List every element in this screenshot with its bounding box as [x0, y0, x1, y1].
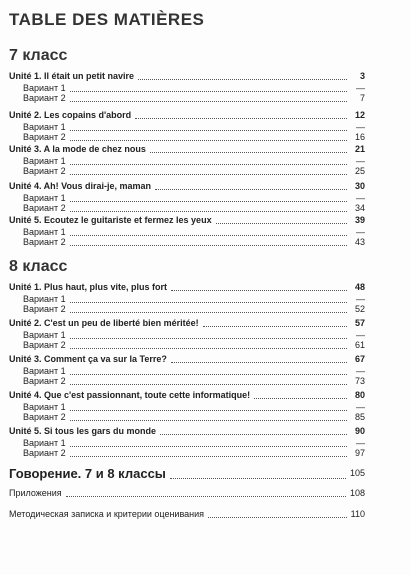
section-heading-7: 7 класс: [9, 47, 68, 64]
toc-entry: [9, 375, 365, 387]
leader-dots: [216, 223, 347, 224]
entry-label: Вариант 2: [23, 93, 66, 103]
toc-entry: [9, 180, 365, 192]
entry-label: Unité 4. Que c'est passionnant, toute cette informatique!: [9, 390, 251, 400]
leader-dots: [70, 245, 347, 246]
toc-entry: [9, 339, 365, 351]
entry-page: 105: [349, 468, 365, 478]
toc-entry: [9, 214, 365, 226]
entry-page: 110: [350, 509, 365, 519]
leader-dots: [66, 496, 346, 497]
toc-entry: [9, 317, 365, 329]
toc-entry: [9, 389, 365, 401]
toc-entry: [9, 425, 365, 437]
toc-entry-prilozhenia: [9, 487, 365, 499]
entry-label: Вариант 1: [23, 156, 66, 166]
toc-entry: [9, 131, 365, 143]
entry-page: 21: [354, 144, 365, 154]
entry-label: Вариант 1: [23, 366, 66, 376]
entry-label: Вариант 2: [23, 237, 66, 247]
entry-label: Вариант 2: [23, 448, 66, 458]
entry-label: Вариант 1: [23, 122, 66, 132]
entry-label: Вариант 2: [23, 203, 66, 213]
entry-label: Вариант 1: [23, 402, 66, 412]
entry-label: Вариант 1: [23, 438, 66, 448]
entry-label: Unité 1. Plus haut, plus vite, plus fort: [9, 282, 168, 292]
toc-entry-zapiska: [9, 508, 365, 520]
entry-label: Вариант 2: [23, 132, 66, 142]
entry-page: 97: [354, 448, 365, 458]
entry-page: 67: [354, 354, 365, 364]
leader-dots: [203, 326, 347, 327]
leader-dots: [138, 79, 347, 80]
entry-label: Unité 2. Les copains d'abord: [9, 110, 132, 120]
entry-label: Вариант 2: [23, 166, 66, 176]
leader-dots: [70, 348, 347, 349]
entry-page: —: [356, 227, 365, 237]
leader-dots: [70, 174, 347, 175]
leader-dots: [70, 420, 347, 421]
leader-dots: [208, 517, 347, 518]
entry-page: 108: [349, 488, 365, 498]
toc-entry: [9, 281, 365, 293]
entry-page: —: [356, 330, 365, 340]
toc-entry: [9, 411, 365, 423]
entry-page: 34: [354, 203, 365, 213]
leader-dots: [70, 140, 347, 141]
entry-label: Unité 2. C'est un peu de liberté bien méritée!: [9, 318, 199, 328]
entry-label: Unité 1. Il était un petit navire: [9, 71, 135, 81]
entry-page: 90: [354, 426, 365, 436]
entry-page: —: [356, 156, 365, 166]
entry-label: Вариант 1: [23, 294, 66, 304]
leader-dots: [171, 362, 347, 363]
leader-dots: [70, 312, 347, 313]
entry-page: —: [356, 83, 365, 93]
entry-label: Вариант 1: [23, 227, 66, 237]
page-title: TABLE DES MATIÈRES: [9, 10, 205, 29]
leader-dots: [70, 384, 347, 385]
entry-page: 39: [354, 215, 365, 225]
entry-page: —: [356, 294, 365, 304]
toc-entry: [9, 236, 365, 248]
entry-page: 85: [354, 412, 365, 422]
toc-entry: [9, 303, 365, 315]
entry-page: 61: [354, 340, 365, 350]
entry-page: —: [356, 366, 365, 376]
entry-page: 12: [354, 110, 365, 120]
entry-label: Методическая записка и критерии оценивания: [9, 509, 204, 519]
entry-label: Вариант 2: [23, 412, 66, 422]
entry-page: —: [356, 438, 365, 448]
toc-entry: [9, 353, 365, 365]
leader-dots: [160, 434, 347, 435]
entry-page: 48: [354, 282, 365, 292]
leader-dots: [170, 478, 346, 479]
entry-page: —: [356, 193, 365, 203]
entry-page: 30: [354, 181, 365, 191]
leader-dots: [155, 189, 347, 190]
entry-label: Unité 3. A la mode de chez nous: [9, 144, 146, 154]
entry-page: 43: [354, 237, 365, 247]
entry-label: Вариант 2: [23, 340, 66, 350]
entry-page: —: [356, 402, 365, 412]
entry-label: Вариант 1: [23, 193, 66, 203]
leader-dots: [70, 101, 347, 102]
entry-label: Приложения: [9, 488, 62, 498]
entry-label: Вариант 2: [23, 304, 66, 314]
entry-page: 7: [359, 93, 365, 103]
leader-dots: [171, 290, 347, 291]
entry-page: —: [356, 122, 365, 132]
entry-page: 25: [354, 166, 365, 176]
entry-label: Вариант 1: [23, 330, 66, 340]
entry-page: 80: [354, 390, 365, 400]
leader-dots: [70, 211, 347, 212]
entry-label: Unité 5. Si tous les gars du monde: [9, 426, 157, 436]
entry-page: 52: [354, 304, 365, 314]
entry-label: Вариант 1: [23, 83, 66, 93]
toc-entry: [9, 92, 365, 104]
toc-entry: [9, 165, 365, 177]
leader-dots: [150, 152, 347, 153]
entry-label: Unité 5. Ecoutez le guitariste et fermez les yeux: [9, 215, 212, 225]
entry-label: Unité 3. Comment ça va sur la Terre?: [9, 354, 167, 364]
section-heading-8: 8 класс: [9, 258, 68, 275]
toc-entry: [9, 109, 365, 121]
entry-page: 3: [359, 71, 365, 81]
leader-dots: [254, 398, 347, 399]
leader-dots: [135, 118, 347, 119]
toc-entry: [9, 143, 365, 155]
toc-entry: [9, 447, 365, 459]
entry-page: 73: [354, 376, 365, 386]
toc-entry: [9, 202, 365, 214]
entry-label: Говорение. 7 и 8 классы: [9, 466, 166, 481]
leader-dots: [70, 456, 347, 457]
toc-entry-govorenie: [9, 465, 365, 481]
entry-label: Unité 4. Ah! Vous dirai-je, maman: [9, 181, 152, 191]
toc-entry: [9, 70, 365, 82]
entry-label: Вариант 2: [23, 376, 66, 386]
entry-page: 57: [354, 318, 365, 328]
entry-page: 16: [354, 132, 365, 142]
